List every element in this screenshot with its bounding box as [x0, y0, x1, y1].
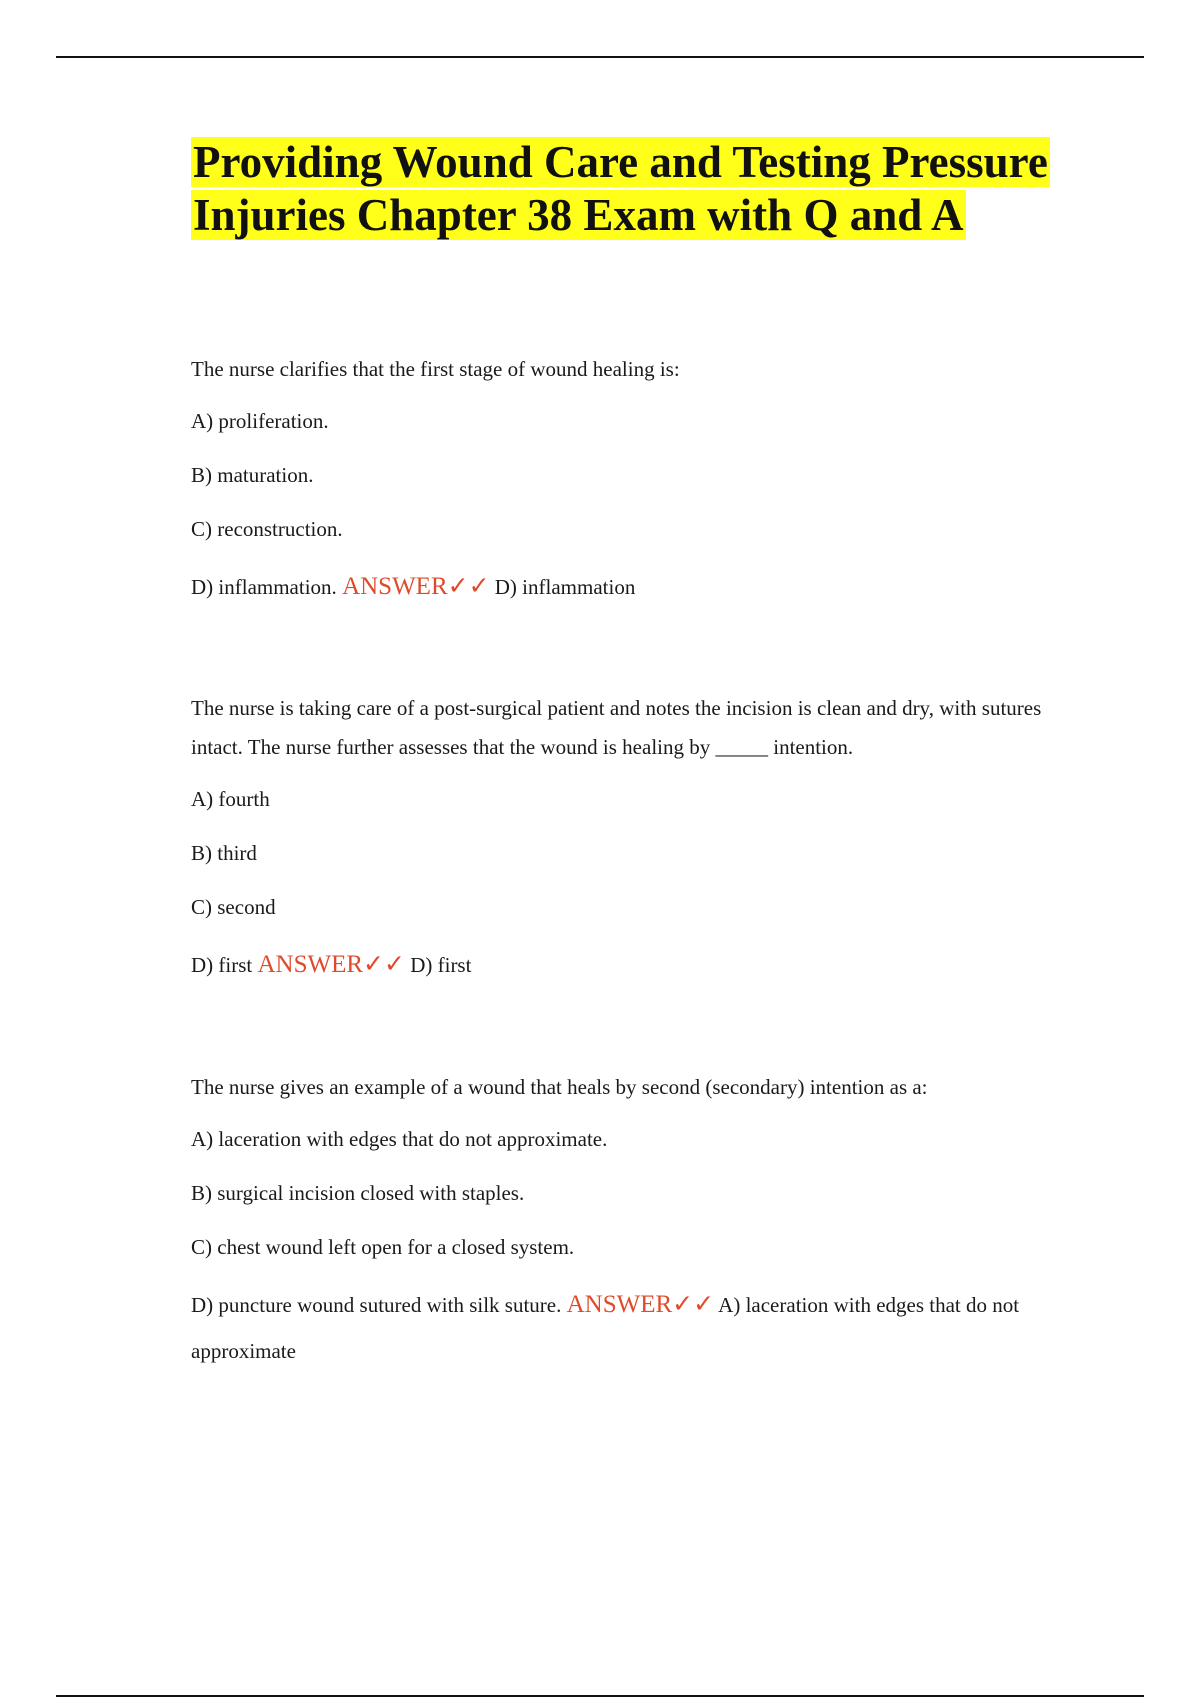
- option-c: C) second: [191, 895, 276, 919]
- option-d-with-answer: [191, 1282, 1051, 1374]
- top-rule: [56, 56, 1144, 58]
- document-body: [191, 136, 1051, 1363]
- answer-label: ANSWER✓✓: [257, 951, 405, 978]
- question-2: [191, 689, 1051, 1003]
- question-stem: The nurse is taking care of a post-surgical patient and notes the incision is clean and dry, with sutures intact. The nurse further assesses that the wound is healing by _____ intention.: [191, 696, 1042, 759]
- option-d: D) puncture wound sutured with silk suture.: [191, 1293, 562, 1317]
- option-b: B) third: [191, 841, 257, 865]
- question-stem: The nurse gives an example of a wound that heals by second (secondary) intention as a:: [191, 1075, 928, 1099]
- option-c: C) chest wound left open for a closed system.: [191, 1235, 575, 1259]
- option-d-with-answer: [191, 564, 1051, 610]
- question-stem: The nurse clarifies that the first stage of wound healing is:: [191, 357, 680, 381]
- answer-text: D) inflammation: [494, 575, 636, 599]
- option-a: A) proliferation.: [191, 409, 329, 433]
- option-a: A) laceration with edges that do not approximate.: [191, 1127, 608, 1151]
- question-3: [191, 1068, 1051, 1389]
- option-d: D) first: [191, 953, 253, 977]
- document-title: [191, 136, 1051, 242]
- option-b: B) maturation.: [191, 463, 314, 487]
- answer-text: D) first: [410, 953, 472, 977]
- option-d: D) inflammation.: [191, 575, 337, 599]
- question-1: [191, 350, 1051, 625]
- option-a: A) fourth: [191, 787, 270, 811]
- option-c: C) reconstruction.: [191, 517, 343, 541]
- bottom-rule: [56, 1695, 1144, 1697]
- answer-text: A) laceration with edges that do not approximate: [191, 1293, 1020, 1363]
- answer-label: ANSWER✓✓: [566, 1291, 715, 1318]
- title-highlight: Providing Wound Care and Testing Pressure Injuries Chapter 38 Exam with Q and A: [193, 137, 1048, 240]
- option-d-with-answer: [191, 942, 1051, 988]
- option-b: B) surgical incision closed with staples.: [191, 1181, 525, 1205]
- answer-label: ANSWER✓✓: [342, 573, 490, 600]
